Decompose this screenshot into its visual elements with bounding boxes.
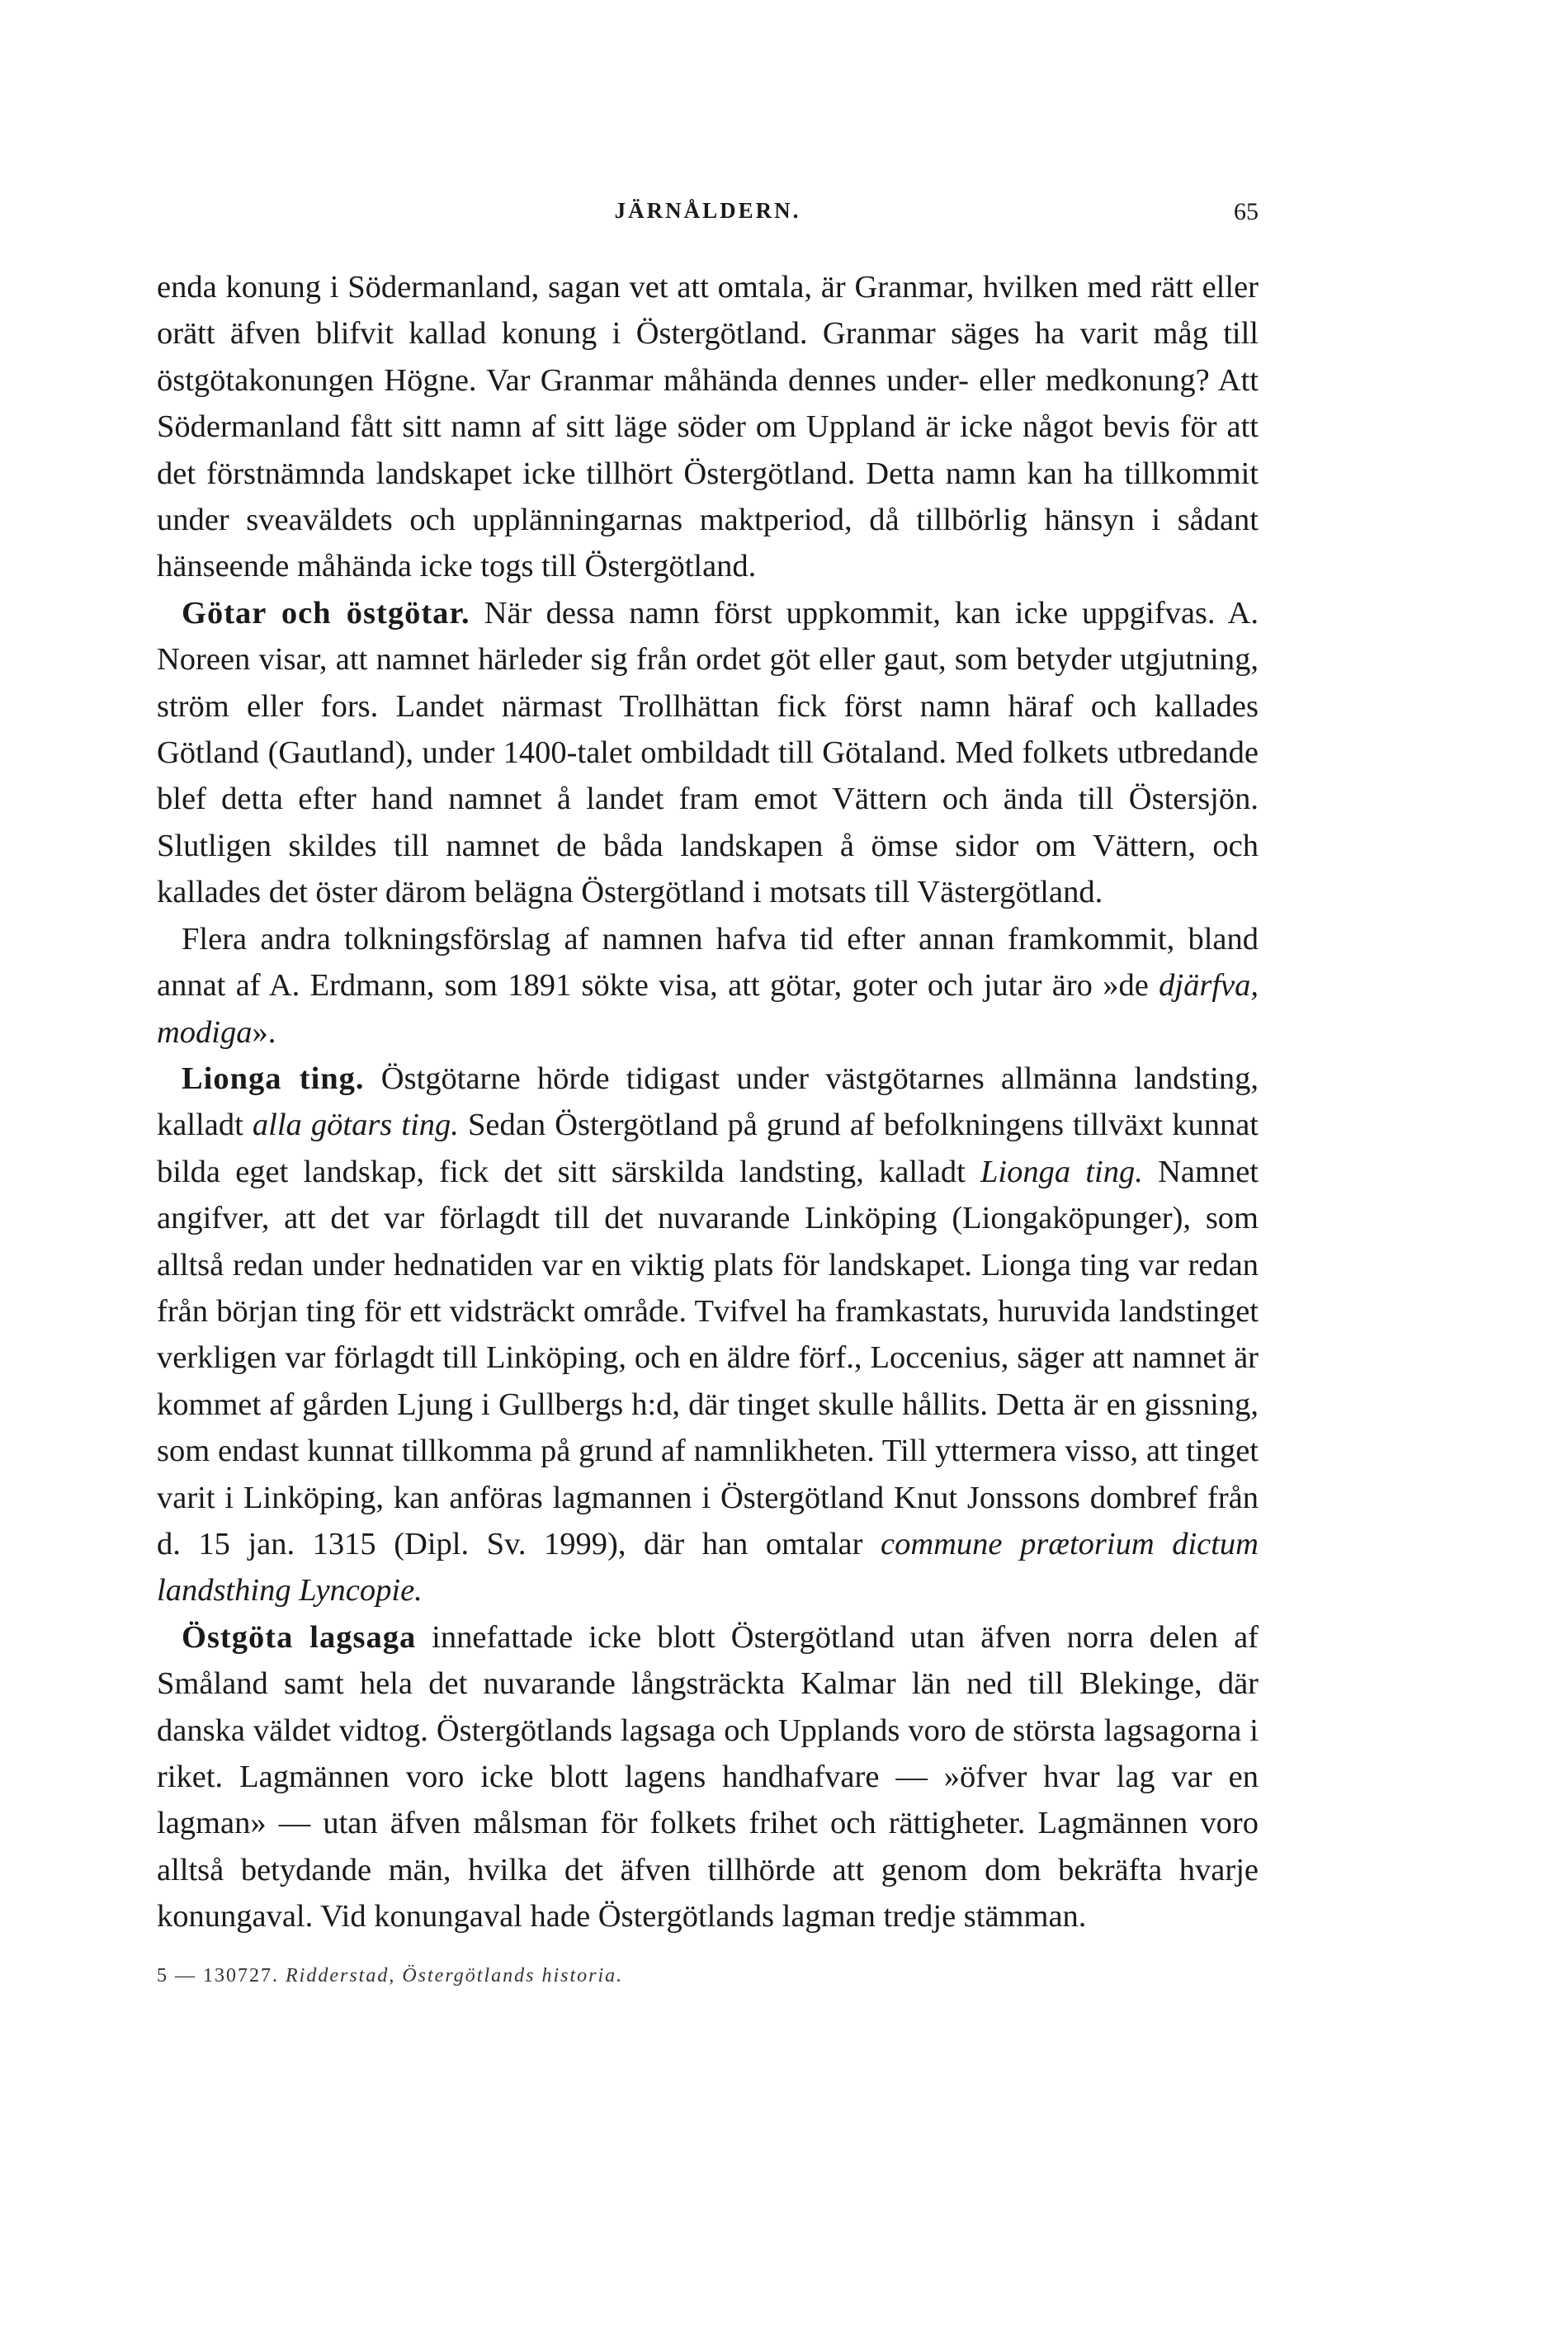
printer-signature: 5 — 130727. xyxy=(157,1964,279,1987)
italic-text: alla götars ting. xyxy=(252,1108,459,1143)
running-title: JÄRNÅLDERN. xyxy=(614,198,801,223)
paragraph-text: enda konung i Södermanland, sagan vet att omtala, är Granmar, hvilken med rätt eller orätt äfven blifvit kallad konung i Östergötland. Granmar säges ha varit måg till östgötakonungen Högne. Var Granmar måhända dennes under- eller medkonung? Att Södermanland fått sitt namn af sitt läge söder om Uppland är icke något bevis för att det förstnämnda landskapet icke tillhört Östergötland. Detta namn kan ha tillkommit under sveaväldets och upplänningarnas maktperiod, då tillbörlig hänsyn i sådant hänseende måhända icke togs till Östergötland. xyxy=(157,270,1259,584)
paragraph-text: Östgötarne hörde tidigast under västgötarnes allmänna landsting, kalladt xyxy=(157,1061,1259,1143)
paragraph-text: När dessa namn först uppkommit, kan icke uppgifvas. A. Noreen visar, att namnet härleder sig från ordet göt eller gaut, som betyder utgjutning, ström eller fors. Landet närmast Trollhättan fick först namn häraf och kallades Götland (Gautland), under 1400-talet ombildadt till Götaland. Med folkets utbredande blef detta efter hand namnet å landet fram emot Vättern och ända till Östersjön. Slutligen skildes till namnet de båda landskapen å ömse sidor om Vättern, och kallades det öster därom belägna Östergötland i motsats till Västergötland. xyxy=(157,595,1259,910)
section-heading: Lionga ting. xyxy=(182,1061,365,1096)
paragraph-text: Namnet angifver, att det var förlagdt till det nuvarande Linköping (Liongaköpunger), som alltså redan under hednatiden var en viktig plats för landskapet. Lionga ting var redan från början ting för ett vidsträckt område. Tvifvel ha framkastats, huruvida landstinget verkligen var förlagdt till Linköping, och en äldre förf., Loccenius, säger att namnet är kommet af gården Ljung i Gullbergs h:d, där tinget skulle hållits. Detta är en gissning, som endast kunnat tillkomma på grund af namnlikheten. Till yttermera visso, att tinget varit i Linköping, kan anföras lagmannen i Östergötland Knut Jonssons dombref från d. 15 jan. 1315 (Dipl. Sv. 1999), där han omtalar xyxy=(157,1154,1259,1561)
italic-text: Lionga ting. xyxy=(980,1154,1143,1189)
paragraph xyxy=(157,264,1259,590)
paragraph-text: ». xyxy=(252,1014,276,1050)
paragraph-text: Flera andra tolkningsförslag af namnen hafva tid efter annan framkommit, bland annat af A. Erdmann, som 1891 sökte visa, att götar, goter och jutar äro »de xyxy=(157,921,1259,1004)
page xyxy=(157,198,1259,1987)
section-heading: Östgöta lagsaga xyxy=(182,1619,417,1655)
section-heading: Götar och östgötar. xyxy=(182,595,470,631)
running-head xyxy=(157,198,1259,239)
italic-text: djärfva, modiga xyxy=(157,968,1259,1050)
paragraph xyxy=(157,1614,1259,1940)
italic-text: commune prætorium dictum landsthing Lyncopie. xyxy=(157,1526,1259,1609)
paragraph xyxy=(157,1056,1259,1614)
book-title: Ridderstad, Östergötlands historia. xyxy=(286,1964,624,1987)
body-text xyxy=(157,264,1259,1940)
page-number: 65 xyxy=(1234,198,1259,225)
paragraph-text: innefattade icke blott Östergötland utan äfven norra delen af Småland samt hela det nuvarande långsträckta Kalmar län ned till Blekinge, där danska väldet vidtog. Östergötlands lagsaga och Upplands voro de största lagsagorna i riket. Lagmännen voro icke blott lagens handhafvare — »öfver hvar lag var en lagman» — utan äfven målsman för folkets frihet och rättigheter. Lagmännen voro alltså betydande män, hvilka det äfven tillhörde att genom dom bekräfta hvarje konungaval. Vid konungaval hade Östergötlands lagman tredje stämman. xyxy=(157,1619,1259,1935)
paragraph xyxy=(157,590,1259,916)
footer xyxy=(157,1965,1259,1987)
paragraph xyxy=(157,916,1259,1056)
paragraph-text: Sedan Östergötland på grund af befolkningens tillväxt kunnat bilda eget landskap, fick det sitt särskilda landsting, kalladt xyxy=(157,1108,1259,1189)
